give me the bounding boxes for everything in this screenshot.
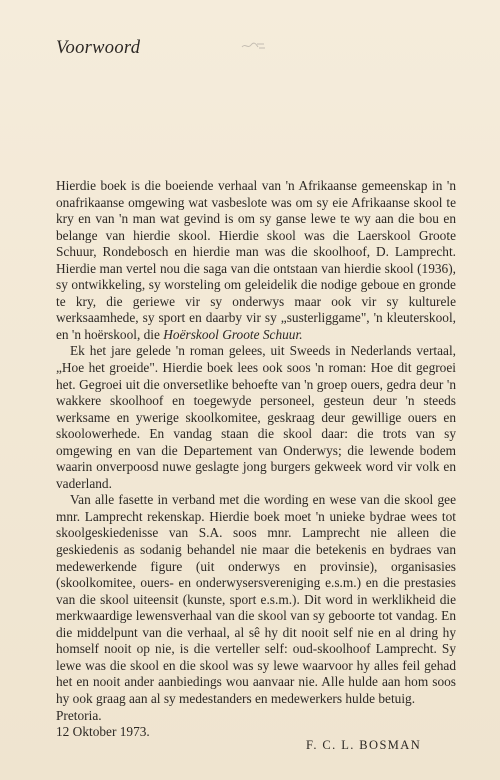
pencil-scribble-icon: [240, 40, 266, 52]
paragraph-3: Van alle fasette in verband met die wording en wese van die skool gee mnr. Lamprecht rekenskap. Hierdie boek moet 'n unieke bydrae wees tot skoolgeskiedenisse van S.A. soos mnr. Lamprecht nie alleen die geskiedenis as sodanig behandel nie maar die betekenis en bydraes van medewerkende figure (uit onderwys en provinsie), organisasies (skoolkomitee, ouers- en onderwysersvereniging e.s.m.) en die prestasies van die skool uiteensit (kunste, sport e.s.m.). Dit word in werklikheid die merkwaardige lewensverhaal van die skool van sy geboorte tot vandag. En die middelpunt van die verhaal, al sê hy dit nooit self nie en al dring hy homself nooit op nie, is die verteller self: oud-skoolhoof Lamprecht. Sy lewe was die skool en die skool was sy lewe waarvoor hy alles feil gehad het en nooit ander aanbiedings wou aanvaar nie. Alle hulde aan hom soos hy ook graag aan al sy medestanders en medewerkers hulde betuig.: [56, 492, 456, 706]
page-title: Voorwoord: [56, 38, 141, 58]
author-signature: F. C. L. BOSMAN: [306, 738, 422, 752]
date-line: 12 Oktober 1973.: [56, 724, 150, 740]
paragraph-2: Ek het jare gelede 'n roman gelees, uit Sweeds in Nederlands vertaal, „Hoe het groeide". Hierdie boek lees ook soos 'n roman: Hoe dit gegroei het. Gegroei uit die onversetlike behoefte van 'n groep ouers, gedra deur 'n wakkere skoolhoof en toegewyde personeel, gesteun deur 'n steeds werksame en ywerige skoolkomitee, geskraag deur gewillige ouers en skoolowerhede. En vandag staan die skool daar: die trots van sy omgewing en van die Departement van Onderwys; die lewende bodem waarin onverpoosd nuwe geslagte jong burgers gekweek word vir volk en vaderland.: [56, 343, 456, 491]
paragraph-1: [56, 178, 456, 343]
place-line: Pretoria.: [56, 707, 102, 723]
school-name-italic: Hoërskool Groote Schuur.: [163, 326, 303, 342]
paragraph-1-text: Hierdie boek is die boeiende verhaal van 'n Afrikaanse gemeenskap in 'n onafrikaanse omgewing wat vasbeslote was om sy eie Afrikaanse skool te kry en van 'n man wat gevind is om sy ganse lewe te wy aan die bou en belange van hierdie skool. Hierdie skool was die Laerskool Groote Schuur, Rondebosch en hierdie man was die skoolhoof, D. Lamprecht. Hierdie man vertel nou die saga van die ontstaan van hierdie skool (1936), sy ontwikkeling, sy worsteling om geleidelik die nodige geboue en gronde te kry, die geriewe vir sy onderwys maar ook vir sy kulturele werksaamhede, sy sport en daarby vir sy „susterliggame", 'n kleuterskool, en 'n hoërskool, die: [56, 178, 456, 342]
foreword-body: [56, 178, 456, 741]
